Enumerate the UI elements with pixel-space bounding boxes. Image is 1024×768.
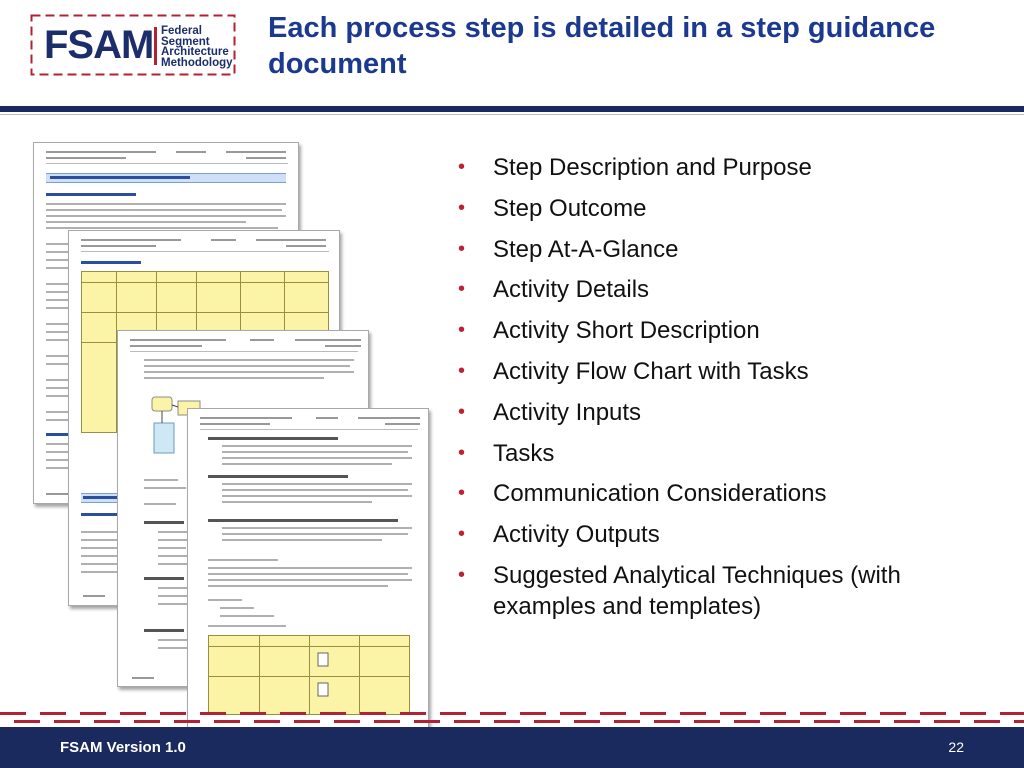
bullet-icon: •	[458, 523, 466, 546]
list-item: • Step At-A-Glance	[458, 235, 679, 263]
footer-dashed-rule-bottom	[0, 720, 1024, 723]
logo-mark: FSAM	[44, 23, 154, 67]
bullet-icon: •	[458, 400, 466, 423]
slide-title: Each process step is detailed in a step guidance document	[268, 12, 936, 80]
footer-dashed-rule-top	[0, 712, 1024, 715]
fsam-logo	[30, 14, 236, 76]
bullet-icon: •	[458, 156, 466, 178]
page-number: 22	[948, 739, 964, 755]
bullet-icon: •	[458, 482, 466, 505]
list-item: • Tasks	[458, 439, 555, 467]
list-item: • Communication Considerations	[458, 480, 827, 508]
document-page-4	[187, 408, 429, 744]
list-item: • Activity Flow Chart with Tasks	[458, 357, 809, 385]
list-item: • Activity Inputs	[458, 398, 642, 426]
logo-line-segment: Segment	[161, 35, 210, 48]
logo-line-federal: Federal	[161, 25, 202, 37]
list-item: • Suggested Analytical Techniques (with examples and templates)	[458, 561, 901, 620]
logo-wordmark	[161, 26, 233, 68]
list-item: • Activity Short Description	[458, 317, 760, 345]
bullet-icon: •	[458, 319, 466, 342]
footer-version: FSAM Version 1.0	[60, 739, 186, 756]
logo-line-architecture: Architecture	[161, 46, 229, 58]
list-item: • Step Outcome	[458, 194, 647, 222]
bullet-icon: •	[458, 441, 466, 464]
footer-bar	[0, 727, 1024, 768]
bullet-icon: •	[458, 563, 466, 586]
logo-divider	[154, 27, 157, 65]
list-item: • Step Description and Purpose	[458, 154, 812, 181]
bullet-icon: •	[458, 196, 466, 219]
bullet-icon: •	[458, 237, 466, 260]
list-item: • Activity Details	[458, 276, 650, 304]
header-thin-rule	[0, 114, 1024, 115]
bullet-icon: •	[458, 359, 466, 382]
logo-line-methodology: Methodology	[161, 56, 233, 69]
guidance-sections-list	[458, 152, 998, 632]
header-rule	[0, 106, 1024, 112]
list-item: • Activity Outputs	[458, 521, 660, 549]
bullet-icon: •	[458, 278, 466, 301]
